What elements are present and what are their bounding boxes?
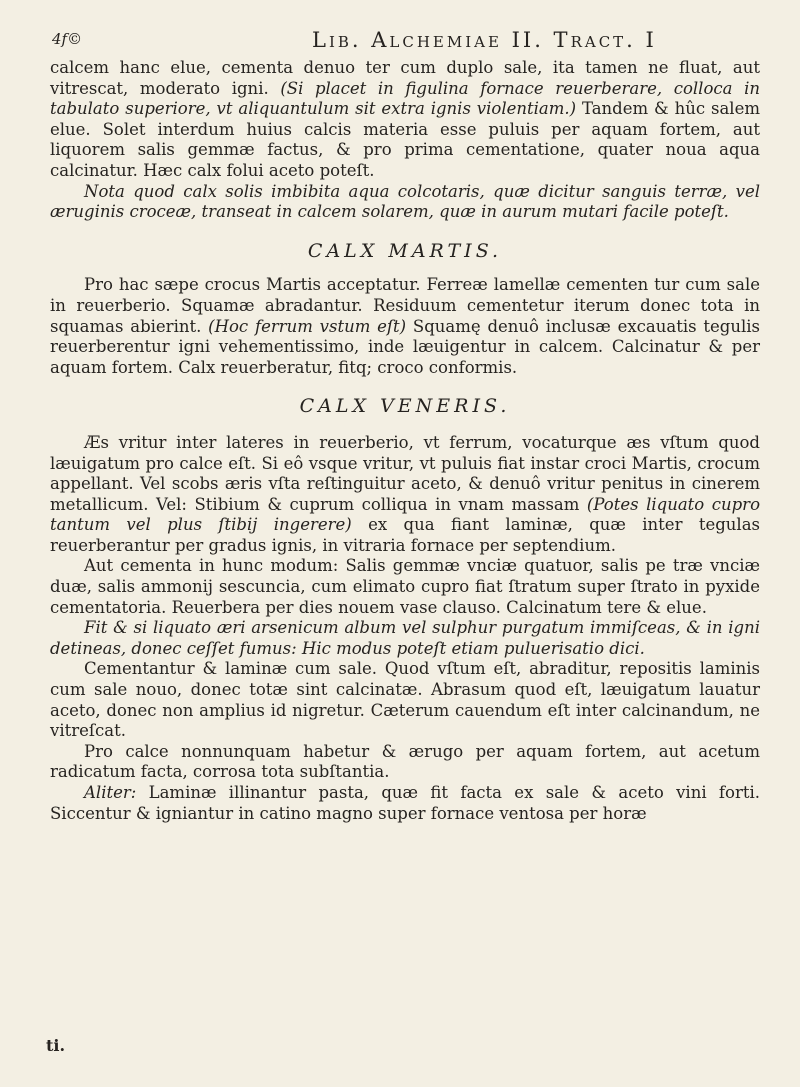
page-header (50, 28, 760, 58)
note-arsenicum: Fit & si liquato æri arsenicum album vel sulphur purgatum immiſceas, & in igni detineas, donec ceſſet fumus: Hic modus poteſt etiam puluerisatio dici. (50, 618, 760, 658)
paragraph-martis (50, 275, 760, 378)
paragraph-aliter (50, 783, 760, 824)
p3-text-a: Æs vritur inter lateres in reuerberio, vt ferrum, vocaturque æs vſtum quod læuigatum pro calce eſt. Si eô vsque vritur, vt puluis fiat instar croci Martis, crocum appellant. Vel scobs æris vſta reſtinguitur aceto, & denuô vritur penitus in cinerem metallicum. Vel: Stibium & cuprum colliqua in vnam massam (50, 432, 760, 514)
p2-text-c: Squamę denuô inclusæ excauatis tegulis reuerberentur igni vehementissimo, inde læuigentur in calcem. Calcinatur & per aquam fortem. Calx reuerberatur, fitq; croco conformis. (50, 316, 760, 377)
p1-text-c: Tandem & hûc salem elue. Solet interdum huius calcis materia esse puluis per aquam fortem, aut liquorem salis gemmæ factus, & pro prima cementatione, quater noua aqua calcinatur. Hæc calx folui aceto poteſt. (50, 99, 760, 180)
running-head: Lib. Alchemiae II. Tract. I (312, 28, 657, 52)
p1-text-a: calcem hanc elue, cementa denuo ter cum duplo sale, ita tamen ne fluat, aut vitrescat, moderato igni. (50, 58, 760, 98)
p2-text-a: Pro hac sæpe crocus Martis acceptatur. Ferreæ lamellæ cementen tur cum sale in reuerberio. Squamæ abradantur. Residuum cementetur iterum donec tota in squamas abierint. (50, 275, 760, 336)
main-text (50, 58, 760, 824)
p1-parenthetical: (Si placet in figulina fornace reuerberare, colloca in tabulato superiore, vt aliquantulum sit extra ignis violentiam.) (50, 78, 760, 119)
paragraph-veneris-4: Pro calce nonnunquam habetur & ærugo per aquam fortem, aut acetum radicatum facta, corrosa tota subſtantia. (50, 741, 760, 782)
paragraph-veneris-3: Cementantur & laminæ cum sale. Quod vſtum eſt, abraditur, repositis laminis cum sale nouo, donec totæ sint calcinatæ. Abrasum quod eſt, læuigatum lauatur aceto, donec non amplius id nigretur. Cæterum cauendum eſt inter calcinandum, ne vitreſcat. (50, 659, 760, 741)
paragraph-1 (50, 58, 760, 182)
section-heading-calx-veneris: CALX VENERIS. (299, 395, 511, 418)
p7-text: Laminæ illinantur pasta, quæ fit facta ex sale & aceto vini forti. Siccentur & igniantur in catino magno super fornace ventosa per horæ (50, 783, 760, 823)
page-number: 4f© (52, 30, 83, 48)
p3-text-c: ex qua fiant laminæ, quæ inter tegulas reuerberantur per gradus ignis, in vitraria fornace per septendium. (50, 515, 760, 555)
aliter-label: Aliter: (84, 783, 137, 802)
section-heading-calx-martis: CALX MARTIS. (307, 239, 503, 262)
margin-marker: ti. (46, 1036, 66, 1055)
note-solis: Nota quod calx solis imbibita aqua colcotaris, quæ dicitur sanguis terræ, vel æruginis croceæ, transeat in calcem solarem, quæ in aurum mutari facile poteſt. (50, 181, 760, 222)
p3-parenthetical: (Potes liquato cupro tantum vel plus ſtibij ingerere) (50, 494, 761, 535)
paragraph-veneris-1 (50, 433, 760, 557)
paragraph-veneris-2: Aut cementa in hunc modum: Salis gemmæ vnciæ quatuor, salis pe træ vnciæ duæ, salis ammonij sescuncia, cum elimato cupro fiat ſtratum super ſtrato in pyxide cementatoria. Reuerbera per dies nouem vase clauso. Calcinatum tere & elue. (50, 556, 760, 617)
p2-parenthetical: (Hoc ferrum vstum eſt) (208, 316, 407, 336)
